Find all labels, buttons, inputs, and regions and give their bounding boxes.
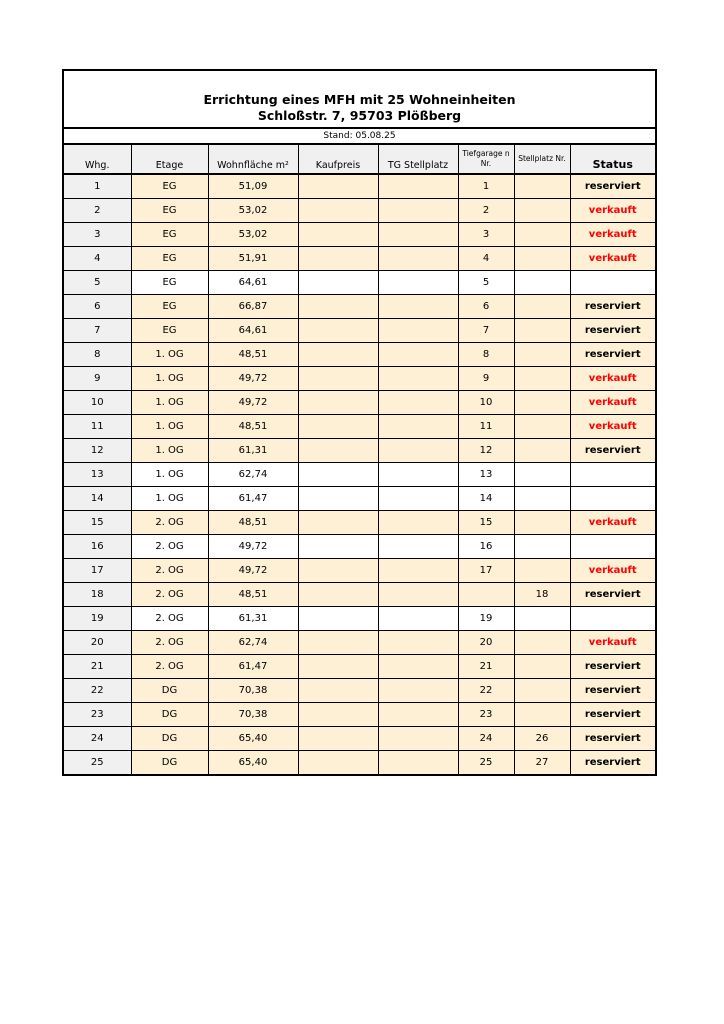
document-title: Errichtung eines MFH mit 25 Wohneinheiten: [203, 92, 516, 107]
cell-tg-stellplatz: [378, 199, 458, 223]
stand-date: Stand: 05.08.25: [64, 129, 655, 144]
cell-whg: 9: [64, 367, 131, 391]
cell-wohnflaeche: 65,40: [208, 727, 298, 751]
cell-tg-stellplatz: [378, 607, 458, 631]
cell-whg: 22: [64, 679, 131, 703]
table-row: [64, 679, 655, 703]
cell-etage: 1. OG: [131, 391, 208, 415]
cell-stellplatz-nr: [514, 343, 570, 367]
cell-tiefgarage-nr: 3: [458, 223, 514, 247]
cell-stellplatz-nr: [514, 199, 570, 223]
cell-tiefgarage-nr: 11: [458, 415, 514, 439]
cell-tg-stellplatz: [378, 343, 458, 367]
cell-tg-stellplatz: [378, 727, 458, 751]
cell-kaufpreis: [298, 655, 378, 679]
header-status: Status: [570, 145, 655, 175]
cell-status: reserviert: [570, 703, 655, 727]
cell-whg: 4: [64, 247, 131, 271]
cell-wohnflaeche: 53,02: [208, 199, 298, 223]
cell-tiefgarage-nr: 6: [458, 295, 514, 319]
cell-tiefgarage-nr: 10: [458, 391, 514, 415]
cell-kaufpreis: [298, 247, 378, 271]
table-row: [64, 295, 655, 319]
cell-etage: EG: [131, 271, 208, 295]
cell-etage: 2. OG: [131, 583, 208, 607]
cell-tiefgarage-nr: 4: [458, 247, 514, 271]
header-kaufpreis: Kaufpreis: [298, 145, 378, 175]
cell-kaufpreis: [298, 463, 378, 487]
cell-etage: 2. OG: [131, 535, 208, 559]
cell-etage: DG: [131, 679, 208, 703]
table-row: [64, 511, 655, 535]
cell-wohnflaeche: 65,40: [208, 751, 298, 775]
cell-stellplatz-nr: [514, 247, 570, 271]
cell-whg: 15: [64, 511, 131, 535]
cell-tiefgarage-nr: 25: [458, 751, 514, 775]
cell-status: [570, 535, 655, 559]
table-row: [64, 487, 655, 511]
cell-stellplatz-nr: [514, 367, 570, 391]
cell-kaufpreis: [298, 487, 378, 511]
table-row: [64, 535, 655, 559]
table-row: [64, 655, 655, 679]
cell-status: reserviert: [570, 751, 655, 775]
cell-tg-stellplatz: [378, 703, 458, 727]
cell-kaufpreis: [298, 583, 378, 607]
table-row: [64, 463, 655, 487]
cell-stellplatz-nr: [514, 679, 570, 703]
cell-stellplatz-nr: [514, 559, 570, 583]
cell-stellplatz-nr: 26: [514, 727, 570, 751]
cell-tg-stellplatz: [378, 487, 458, 511]
cell-kaufpreis: [298, 439, 378, 463]
cell-tg-stellplatz: [378, 174, 458, 199]
cell-etage: 1. OG: [131, 415, 208, 439]
cell-wohnflaeche: 51,91: [208, 247, 298, 271]
cell-kaufpreis: [298, 223, 378, 247]
cell-etage: EG: [131, 174, 208, 199]
cell-stellplatz-nr: [514, 511, 570, 535]
cell-tiefgarage-nr: 24: [458, 727, 514, 751]
table-row: [64, 271, 655, 295]
cell-etage: 1. OG: [131, 343, 208, 367]
table-row: [64, 607, 655, 631]
cell-status: verkauft: [570, 391, 655, 415]
table-row: [64, 439, 655, 463]
cell-status: verkauft: [570, 559, 655, 583]
cell-wohnflaeche: 70,38: [208, 679, 298, 703]
cell-whg: 13: [64, 463, 131, 487]
cell-etage: 2. OG: [131, 631, 208, 655]
cell-tiefgarage-nr: 14: [458, 487, 514, 511]
cell-status: reserviert: [570, 319, 655, 343]
cell-wohnflaeche: 61,31: [208, 439, 298, 463]
cell-tg-stellplatz: [378, 679, 458, 703]
cell-stellplatz-nr: [514, 319, 570, 343]
cell-kaufpreis: [298, 559, 378, 583]
cell-kaufpreis: [298, 727, 378, 751]
cell-wohnflaeche: 61,47: [208, 487, 298, 511]
header-stellplatz-nr: Stellplatz Nr.: [514, 145, 570, 175]
cell-etage: DG: [131, 703, 208, 727]
cell-tiefgarage-nr: 15: [458, 511, 514, 535]
cell-etage: 2. OG: [131, 559, 208, 583]
cell-tg-stellplatz: [378, 415, 458, 439]
table-row: [64, 415, 655, 439]
cell-etage: 1. OG: [131, 367, 208, 391]
table-row: [64, 727, 655, 751]
cell-whg: 7: [64, 319, 131, 343]
cell-status: [570, 271, 655, 295]
cell-tg-stellplatz: [378, 223, 458, 247]
cell-kaufpreis: [298, 367, 378, 391]
cell-tiefgarage-nr: 2: [458, 199, 514, 223]
cell-status: reserviert: [570, 174, 655, 199]
document-address: Schloßstr. 7, 95703 Plößberg: [257, 108, 462, 123]
cell-tg-stellplatz: [378, 367, 458, 391]
cell-kaufpreis: [298, 607, 378, 631]
table-row: [64, 559, 655, 583]
cell-whg: 20: [64, 631, 131, 655]
cell-whg: 21: [64, 655, 131, 679]
cell-whg: 23: [64, 703, 131, 727]
table-row: [64, 319, 655, 343]
cell-status: reserviert: [570, 583, 655, 607]
cell-tg-stellplatz: [378, 751, 458, 775]
cell-tg-stellplatz: [378, 655, 458, 679]
cell-tg-stellplatz: [378, 559, 458, 583]
cell-wohnflaeche: 48,51: [208, 343, 298, 367]
cell-kaufpreis: [298, 319, 378, 343]
cell-kaufpreis: [298, 751, 378, 775]
cell-wohnflaeche: 53,02: [208, 223, 298, 247]
table-row: [64, 751, 655, 775]
cell-tiefgarage-nr: 12: [458, 439, 514, 463]
cell-whg: 18: [64, 583, 131, 607]
cell-tiefgarage-nr: 1: [458, 174, 514, 199]
cell-kaufpreis: [298, 174, 378, 199]
cell-wohnflaeche: 49,72: [208, 535, 298, 559]
cell-etage: 1. OG: [131, 487, 208, 511]
cell-etage: 2. OG: [131, 511, 208, 535]
cell-tg-stellplatz: [378, 439, 458, 463]
cell-whg: 6: [64, 295, 131, 319]
cell-tiefgarage-nr: 21: [458, 655, 514, 679]
cell-tg-stellplatz: [378, 511, 458, 535]
cell-whg: 8: [64, 343, 131, 367]
cell-status: reserviert: [570, 679, 655, 703]
cell-wohnflaeche: 62,74: [208, 463, 298, 487]
cell-etage: 1. OG: [131, 439, 208, 463]
cell-wohnflaeche: 61,47: [208, 655, 298, 679]
cell-tiefgarage-nr: 20: [458, 631, 514, 655]
header-etage: Etage: [131, 145, 208, 175]
cell-stellplatz-nr: [514, 271, 570, 295]
cell-stellplatz-nr: [514, 439, 570, 463]
cell-stellplatz-nr: [514, 391, 570, 415]
cell-whg: 11: [64, 415, 131, 439]
cell-whg: 1: [64, 174, 131, 199]
units-table: [64, 144, 655, 774]
cell-kaufpreis: [298, 535, 378, 559]
table-row: [64, 391, 655, 415]
cell-status: reserviert: [570, 727, 655, 751]
cell-status: verkauft: [570, 415, 655, 439]
cell-etage: EG: [131, 295, 208, 319]
cell-etage: EG: [131, 319, 208, 343]
cell-etage: EG: [131, 247, 208, 271]
cell-etage: DG: [131, 727, 208, 751]
cell-wohnflaeche: 49,72: [208, 391, 298, 415]
cell-tg-stellplatz: [378, 391, 458, 415]
header-whg: Whg.: [64, 145, 131, 175]
cell-wohnflaeche: 70,38: [208, 703, 298, 727]
cell-stellplatz-nr: [514, 487, 570, 511]
cell-kaufpreis: [298, 391, 378, 415]
cell-etage: DG: [131, 751, 208, 775]
cell-tiefgarage-nr: 19: [458, 607, 514, 631]
table-row: [64, 367, 655, 391]
cell-stellplatz-nr: [514, 607, 570, 631]
cell-tiefgarage-nr: 23: [458, 703, 514, 727]
cell-tg-stellplatz: [378, 247, 458, 271]
header-tiefgarage-nr: Tiefgarage n Nr.: [458, 145, 514, 175]
cell-whg: 16: [64, 535, 131, 559]
cell-whg: 12: [64, 439, 131, 463]
table-row: [64, 343, 655, 367]
cell-status: verkauft: [570, 247, 655, 271]
cell-stellplatz-nr: [514, 223, 570, 247]
header-tg-stellplatz: TG Stellplatz: [378, 145, 458, 175]
cell-wohnflaeche: 61,31: [208, 607, 298, 631]
cell-kaufpreis: [298, 415, 378, 439]
cell-whg: 24: [64, 727, 131, 751]
cell-kaufpreis: [298, 343, 378, 367]
cell-tg-stellplatz: [378, 463, 458, 487]
cell-whg: 5: [64, 271, 131, 295]
cell-whg: 2: [64, 199, 131, 223]
cell-tiefgarage-nr: 7: [458, 319, 514, 343]
cell-status: [570, 487, 655, 511]
cell-wohnflaeche: 48,51: [208, 511, 298, 535]
table-body: [64, 174, 655, 774]
cell-etage: 2. OG: [131, 655, 208, 679]
cell-kaufpreis: [298, 271, 378, 295]
cell-kaufpreis: [298, 679, 378, 703]
cell-whg: 14: [64, 487, 131, 511]
cell-status: [570, 607, 655, 631]
cell-whg: 17: [64, 559, 131, 583]
cell-stellplatz-nr: [514, 535, 570, 559]
cell-etage: EG: [131, 199, 208, 223]
cell-tiefgarage-nr: 9: [458, 367, 514, 391]
table-row: [64, 631, 655, 655]
cell-stellplatz-nr: [514, 415, 570, 439]
cell-stellplatz-nr: 18: [514, 583, 570, 607]
cell-tiefgarage-nr: 8: [458, 343, 514, 367]
cell-kaufpreis: [298, 703, 378, 727]
cell-stellplatz-nr: [514, 295, 570, 319]
cell-etage: 2. OG: [131, 607, 208, 631]
cell-kaufpreis: [298, 295, 378, 319]
cell-wohnflaeche: 48,51: [208, 583, 298, 607]
cell-etage: EG: [131, 223, 208, 247]
cell-status: verkauft: [570, 199, 655, 223]
cell-whg: 10: [64, 391, 131, 415]
header-wohnflaeche: Wohnfläche m²: [208, 145, 298, 175]
cell-wohnflaeche: 51,09: [208, 174, 298, 199]
cell-whg: 3: [64, 223, 131, 247]
cell-wohnflaeche: 62,74: [208, 631, 298, 655]
cell-status: verkauft: [570, 223, 655, 247]
cell-wohnflaeche: 66,87: [208, 295, 298, 319]
cell-status: verkauft: [570, 511, 655, 535]
cell-kaufpreis: [298, 631, 378, 655]
table-row: [64, 174, 655, 199]
cell-whg: 25: [64, 751, 131, 775]
table-row: [64, 199, 655, 223]
cell-status: reserviert: [570, 439, 655, 463]
cell-wohnflaeche: 64,61: [208, 271, 298, 295]
cell-tg-stellplatz: [378, 583, 458, 607]
cell-kaufpreis: [298, 199, 378, 223]
table-row: [64, 247, 655, 271]
cell-stellplatz-nr: [514, 655, 570, 679]
table-row: [64, 703, 655, 727]
cell-tg-stellplatz: [378, 631, 458, 655]
cell-tiefgarage-nr: [458, 583, 514, 607]
cell-tiefgarage-nr: 13: [458, 463, 514, 487]
cell-status: reserviert: [570, 295, 655, 319]
cell-stellplatz-nr: [514, 463, 570, 487]
cell-status: verkauft: [570, 367, 655, 391]
cell-status: verkauft: [570, 631, 655, 655]
cell-status: reserviert: [570, 343, 655, 367]
cell-status: [570, 463, 655, 487]
cell-wohnflaeche: 48,51: [208, 415, 298, 439]
table-row: [64, 223, 655, 247]
cell-wohnflaeche: 64,61: [208, 319, 298, 343]
title-block: [64, 71, 655, 129]
cell-wohnflaeche: 49,72: [208, 367, 298, 391]
cell-tiefgarage-nr: 16: [458, 535, 514, 559]
cell-tiefgarage-nr: 17: [458, 559, 514, 583]
cell-status: reserviert: [570, 655, 655, 679]
cell-etage: 1. OG: [131, 463, 208, 487]
cell-stellplatz-nr: [514, 703, 570, 727]
cell-tg-stellplatz: [378, 295, 458, 319]
table-header-row: [64, 145, 655, 175]
cell-tiefgarage-nr: 22: [458, 679, 514, 703]
cell-tg-stellplatz: [378, 535, 458, 559]
cell-stellplatz-nr: 27: [514, 751, 570, 775]
cell-whg: 19: [64, 607, 131, 631]
cell-stellplatz-nr: [514, 631, 570, 655]
cell-tg-stellplatz: [378, 319, 458, 343]
cell-kaufpreis: [298, 511, 378, 535]
price-list-sheet: [62, 69, 657, 776]
cell-tg-stellplatz: [378, 271, 458, 295]
cell-wohnflaeche: 49,72: [208, 559, 298, 583]
table-row: [64, 583, 655, 607]
cell-tiefgarage-nr: 5: [458, 271, 514, 295]
cell-stellplatz-nr: [514, 174, 570, 199]
